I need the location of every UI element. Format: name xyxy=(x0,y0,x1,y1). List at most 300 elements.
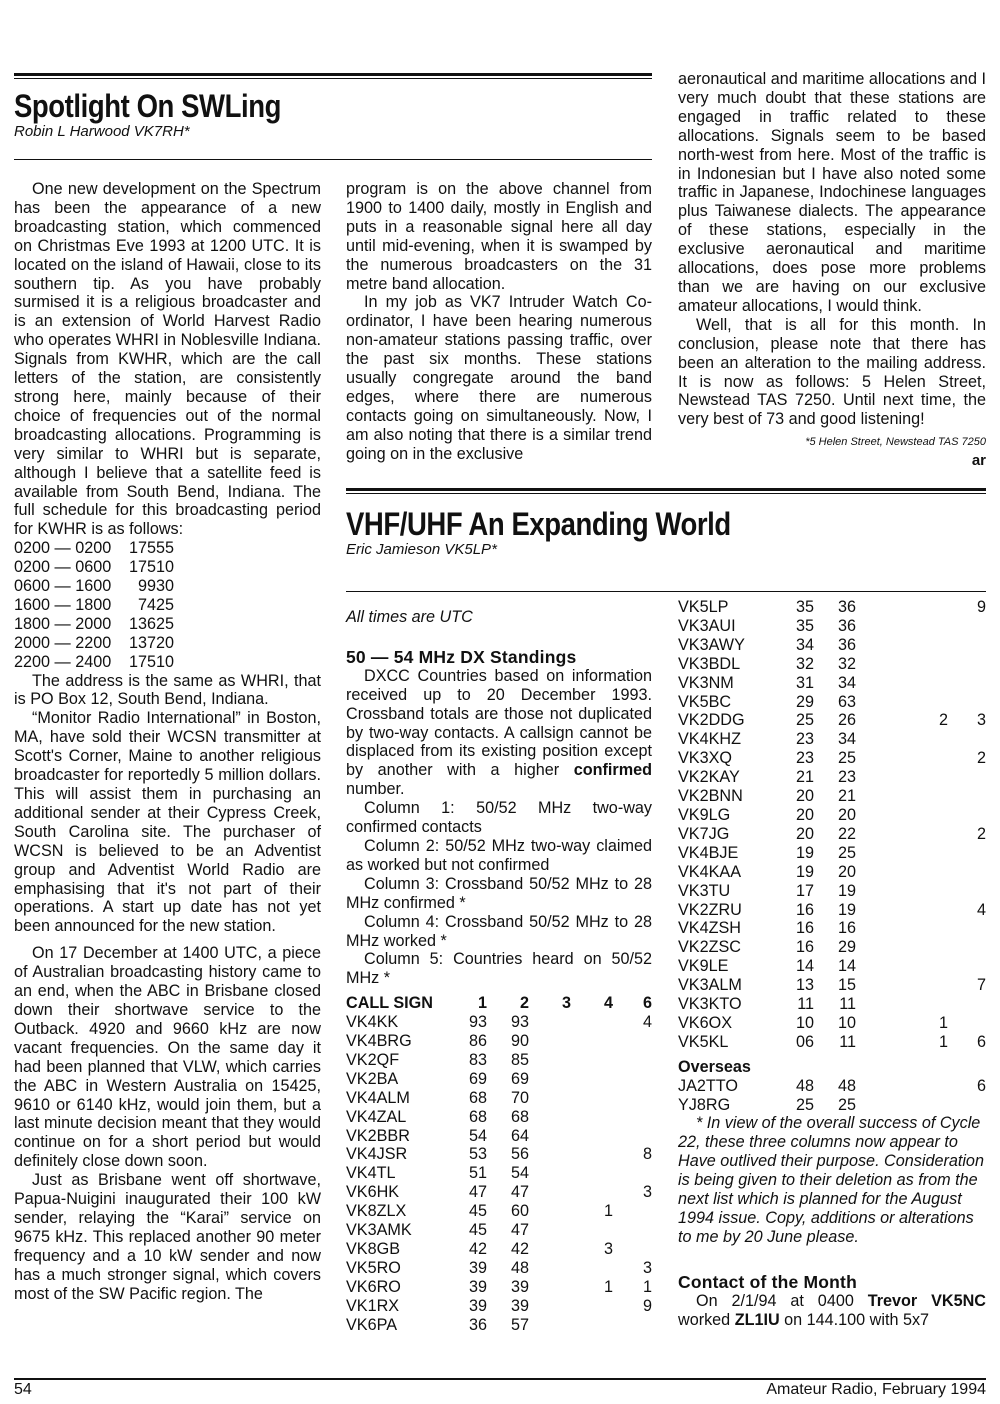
value-cell: 19 xyxy=(837,881,856,900)
value-cell xyxy=(948,730,986,749)
value-cell xyxy=(529,1108,571,1127)
article2-column2 xyxy=(346,608,652,1335)
value-cell: 63 xyxy=(837,692,856,711)
value-cell xyxy=(529,1221,571,1240)
value-cell xyxy=(613,1240,652,1259)
table-row xyxy=(346,1070,652,1089)
value-cell xyxy=(613,1202,652,1221)
value-cell: 3 xyxy=(642,1183,652,1202)
value-cell xyxy=(529,1089,571,1108)
value-cell xyxy=(856,806,948,825)
value-cell: 19 xyxy=(837,900,856,919)
value-cell xyxy=(948,995,986,1014)
callsign-cell: VK2KAY xyxy=(678,768,740,787)
value-cell: 51 xyxy=(468,1164,487,1183)
table-row xyxy=(346,1316,652,1335)
column-note: Column 3: Crossband 50/52 MHz to 28 MHz confirmed * xyxy=(346,874,652,912)
callsign-cell: VK2ZSC xyxy=(678,938,741,957)
value-cell xyxy=(571,1127,613,1146)
table-row xyxy=(346,1221,652,1240)
paragraph: On 2/1/94 at 0400 Trevor VK5NC worked ZL1IU on 144.100 with 5x7 xyxy=(678,1291,986,1329)
value-cell xyxy=(571,1297,613,1316)
dx-standings-table-continued xyxy=(678,598,986,1052)
value-cell xyxy=(571,1108,613,1127)
callsign-cell: VK6HK xyxy=(346,1183,400,1202)
value-cell xyxy=(571,1070,613,1089)
value-cell: 48 xyxy=(510,1258,529,1277)
table-row xyxy=(678,598,986,617)
article1-column3 xyxy=(678,70,986,471)
table-header-row xyxy=(346,994,652,1013)
value-cell: 34 xyxy=(837,730,856,749)
value-cell xyxy=(856,674,948,693)
value-cell xyxy=(613,1032,652,1051)
value-cell xyxy=(571,1013,613,1032)
times-note: All times are UTC xyxy=(346,608,473,626)
article2-column3 xyxy=(678,598,986,1330)
value-cell xyxy=(948,938,986,957)
value-cell xyxy=(856,976,948,995)
schedule-row: 2000 — 2200 13720 xyxy=(14,633,174,652)
callsign-cell: VK8ZLX xyxy=(346,1202,407,1221)
value-cell: 14 xyxy=(837,957,856,976)
value-cell xyxy=(948,844,986,863)
callsign-cell: VK3AWY xyxy=(678,635,745,654)
value-cell: 25 xyxy=(837,843,856,862)
value-cell xyxy=(856,749,948,768)
table-row xyxy=(678,1014,986,1033)
value-cell: 26 xyxy=(837,711,856,730)
value-cell: 23 xyxy=(795,730,814,749)
value-cell: 1 xyxy=(603,1277,613,1296)
schedule-list xyxy=(14,539,321,671)
table-row xyxy=(678,617,986,636)
value-cell: 68 xyxy=(468,1088,487,1107)
value-cell: 54 xyxy=(468,1126,487,1145)
value-cell: 17 xyxy=(795,881,814,900)
callsign-cell: VK4JSR xyxy=(346,1145,408,1164)
value-cell: 53 xyxy=(468,1145,487,1164)
value-cell: 25 xyxy=(795,1095,814,1114)
value-cell: 36 xyxy=(837,635,856,654)
value-cell: 56 xyxy=(510,1145,529,1164)
value-cell xyxy=(571,1089,613,1108)
callsign-cell: VK5LP xyxy=(678,598,729,616)
value-cell: 25 xyxy=(837,1095,856,1114)
value-cell xyxy=(529,1202,571,1221)
value-cell xyxy=(571,1316,613,1335)
table-row xyxy=(346,1013,652,1032)
value-cell: 19 xyxy=(795,843,814,862)
value-cell xyxy=(529,1259,571,1278)
value-cell xyxy=(948,674,986,693)
value-cell xyxy=(856,825,948,844)
paragraph: Just as Brisbane went off shortwave, Papua-Nuigini inaugurated their 100 kW sender, relaying the “Karai” service on 9675 kHz. This replaced another 90 meter frequency and a 10 kW sender and now has a much stronger signal, which covers most of the SW Pacific region. The xyxy=(14,1171,321,1303)
callsign-cell: VK3TU xyxy=(678,881,731,900)
table-row xyxy=(346,1145,652,1164)
paragraph: “Monitor Radio International” in Boston, MA, have sold their WCSN transmitter at Scott's Corner, Maine to another religious broadcaster for reportedly 5 million dollars. This will assist them in purchasing an additional sender at their Cypress Creek, South Carolina site. The purchaser of WCSN is believed to be an Adventist group and Adventist World Radio are emphasising that it's not part of their operations. A start up date has not yet been announced for the new station. xyxy=(14,709,321,936)
table-row xyxy=(346,1240,652,1259)
table-row xyxy=(678,1096,986,1115)
value-cell: 29 xyxy=(795,692,814,711)
callsign-cell: VK5BC xyxy=(678,692,732,711)
table-row xyxy=(678,730,986,749)
table-row xyxy=(346,1278,652,1297)
column-note: Column 4: Crossband 50/52 MHz to 28 MHz worked * xyxy=(346,912,652,950)
dx-standings-heading: 50 — 54 MHz DX Standings xyxy=(346,646,577,667)
table-row xyxy=(678,957,986,976)
callsign-cell: VK6OX xyxy=(678,1013,732,1032)
value-cell xyxy=(613,1164,652,1183)
callsign-cell: VK4ZAL xyxy=(346,1107,407,1126)
value-cell: 83 xyxy=(468,1050,487,1069)
value-cell: 20 xyxy=(795,824,814,843)
value-cell: 45 xyxy=(468,1221,487,1240)
article1-column1 xyxy=(14,180,321,1303)
article2-byline: Eric Jamieson VK5LP* xyxy=(346,541,497,558)
callsign-cell: VK4KK xyxy=(346,1013,399,1032)
article1-column2 xyxy=(346,180,652,464)
callsign-cell: VK2DDG xyxy=(678,711,745,730)
table-row xyxy=(678,674,986,693)
value-cell xyxy=(856,901,948,920)
callsign-cell: VK2ZRU xyxy=(678,900,742,919)
value-cell: 70 xyxy=(510,1088,529,1107)
value-cell xyxy=(529,1127,571,1146)
value-cell: 35 xyxy=(795,598,814,616)
value-cell: 54 xyxy=(510,1164,529,1183)
value-cell: 69 xyxy=(468,1069,487,1088)
value-cell xyxy=(856,1096,948,1115)
value-cell xyxy=(571,1032,613,1051)
callsign-cell: VK9LE xyxy=(678,957,729,976)
value-cell xyxy=(529,1278,571,1297)
value-cell xyxy=(856,598,948,617)
value-cell xyxy=(571,1164,613,1183)
column-note: Column 2: 50/52 MHz two-way claimed as worked but not confirmed xyxy=(346,836,652,874)
value-cell xyxy=(856,882,948,901)
value-cell: 16 xyxy=(795,919,814,938)
value-cell xyxy=(948,693,986,712)
callsign-cell: VK2BA xyxy=(346,1069,399,1088)
value-cell: 1 xyxy=(938,1032,948,1051)
value-cell xyxy=(529,1240,571,1259)
paragraph: program is on the above channel from 1900 to 1400 daily, mostly in English and puts in a reasonable signal here all day until mid-evening, when it is swamped by the numerous broadcasters on the 31 metre band allocation. xyxy=(346,180,652,293)
value-cell xyxy=(948,806,986,825)
table-row xyxy=(678,1077,986,1096)
callsign-cell: VK1RX xyxy=(346,1296,400,1315)
value-cell: 69 xyxy=(510,1069,529,1088)
callsign-cell: VK3NM xyxy=(678,673,734,692)
article2-title-block xyxy=(346,506,986,558)
callsign-cell: VK4ZSH xyxy=(678,919,741,938)
callsign-cell: VK7JG xyxy=(678,824,730,843)
table-row xyxy=(346,1183,652,1202)
value-cell: 7 xyxy=(976,976,986,995)
value-cell xyxy=(529,1145,571,1164)
value-cell: 3 xyxy=(603,1240,613,1258)
value-cell: 47 xyxy=(510,1183,529,1202)
value-cell xyxy=(613,1127,652,1146)
value-cell xyxy=(571,1221,613,1240)
value-cell xyxy=(948,919,986,938)
value-cell: 25 xyxy=(837,749,856,768)
value-cell: 36 xyxy=(837,598,856,616)
value-cell: 48 xyxy=(795,1076,814,1095)
value-cell: 23 xyxy=(795,749,814,768)
value-cell: 68 xyxy=(510,1107,529,1126)
table-row xyxy=(346,1164,652,1183)
top-rule-left xyxy=(14,73,652,76)
table-row xyxy=(678,693,986,712)
value-cell: 64 xyxy=(510,1126,529,1145)
value-cell: 23 xyxy=(837,768,856,787)
table-row xyxy=(678,655,986,674)
header-cell: 1 xyxy=(477,994,487,1013)
value-cell xyxy=(948,787,986,806)
value-cell xyxy=(948,655,986,674)
value-cell: 1 xyxy=(642,1277,652,1296)
value-cell xyxy=(856,655,948,674)
schedule-row: 0600 — 1600 9930 xyxy=(14,577,174,596)
table-row xyxy=(346,1032,652,1051)
value-cell: 21 xyxy=(837,787,856,806)
value-cell xyxy=(571,1259,613,1278)
value-cell: 14 xyxy=(795,957,814,976)
title-rule-right xyxy=(346,591,986,592)
value-cell xyxy=(529,1070,571,1089)
value-cell xyxy=(571,1183,613,1202)
value-cell: 29 xyxy=(837,938,856,957)
value-cell: 10 xyxy=(795,1013,814,1032)
publication-name: Amateur Radio, February 1994 xyxy=(766,1381,986,1398)
callsign-cell: VK4ALM xyxy=(346,1088,410,1107)
value-cell xyxy=(856,636,948,655)
header-cell: CALL SIGN xyxy=(346,994,433,1013)
callsign-cell: VK4BRG xyxy=(346,1032,412,1051)
value-cell: 3 xyxy=(642,1258,652,1277)
value-cell xyxy=(856,995,948,1014)
table-row xyxy=(678,1033,986,1052)
value-cell: 20 xyxy=(795,787,814,806)
callsign-cell: JA2TTO xyxy=(678,1076,738,1095)
table-row xyxy=(678,995,986,1014)
value-cell xyxy=(856,938,948,957)
value-cell: 90 xyxy=(510,1032,529,1051)
table-row xyxy=(678,711,986,730)
value-cell: 4 xyxy=(642,1013,652,1032)
value-cell: 39 xyxy=(510,1277,529,1296)
value-cell: 25 xyxy=(795,711,814,730)
value-cell: 16 xyxy=(795,900,814,919)
value-cell: 47 xyxy=(510,1221,529,1240)
callsign-cell: VK9LG xyxy=(678,805,731,824)
value-cell: 1 xyxy=(938,1013,948,1032)
callsign-cell: VK4BJE xyxy=(678,843,739,862)
value-cell xyxy=(856,768,948,787)
value-cell xyxy=(613,1070,652,1089)
end-mark: ar xyxy=(971,452,986,470)
value-cell xyxy=(571,1051,613,1070)
header-cell: 4 xyxy=(603,994,613,1013)
paragraph: The address is the same as WHRI, that is PO Box 12, South Bend, Indiana. xyxy=(14,671,321,709)
value-cell: 93 xyxy=(468,1013,487,1032)
contact-heading: Contact of the Month xyxy=(678,1271,857,1292)
value-cell: 11 xyxy=(839,1032,856,1051)
value-cell xyxy=(613,1089,652,1108)
value-cell: 93 xyxy=(510,1013,529,1032)
value-cell xyxy=(613,1051,652,1070)
value-cell: 20 xyxy=(837,862,856,881)
value-cell: 15 xyxy=(837,976,856,995)
column-note: Column 5: Countries heard on 50/52 MHz * xyxy=(346,950,652,988)
value-cell xyxy=(613,1108,652,1127)
callsign-cell: VK5KL xyxy=(678,1032,729,1051)
value-cell: 2 xyxy=(976,824,986,843)
callsign-cell: YJ8RG xyxy=(678,1095,731,1114)
value-cell: 6 xyxy=(976,1076,986,1095)
callsign-cell: VK3AMK xyxy=(346,1221,412,1240)
value-cell xyxy=(529,1051,571,1070)
value-cell: 8 xyxy=(642,1145,652,1164)
schedule-row: 2200 — 2400 17510 xyxy=(14,652,174,671)
page-number: 54 xyxy=(14,1381,32,1398)
value-cell xyxy=(948,882,986,901)
value-cell xyxy=(856,693,948,712)
value-cell xyxy=(856,1077,948,1096)
header-cell: 6 xyxy=(642,994,652,1013)
article1-title: Spotlight On SWLing xyxy=(14,88,281,124)
table-row xyxy=(346,1202,652,1221)
value-cell: 36 xyxy=(837,616,856,635)
schedule-row: 0200 — 0200 17555 xyxy=(14,539,174,558)
table-row xyxy=(678,636,986,655)
value-cell: 16 xyxy=(795,938,814,957)
table-row xyxy=(678,901,986,920)
dx-standings-table xyxy=(346,994,652,1334)
table-row xyxy=(678,749,986,768)
author-address-footnote: *5 Helen Street, Newstead TAS 7250 xyxy=(805,436,986,449)
callsign-cell: VK2BNN xyxy=(678,787,743,806)
callsign-cell: VK3ALM xyxy=(678,976,742,995)
paragraph: Well, that is all for this month. In conclusion, please note that there has been an alteration to the mailing address. It is now as follows: 5 Helen Street, Newstead TAS 7250. Until next time, the very best of 73 and good listening! xyxy=(678,315,986,429)
value-cell: 4 xyxy=(976,900,986,919)
value-cell: 39 xyxy=(510,1296,529,1315)
value-cell xyxy=(856,787,948,806)
table-row xyxy=(678,825,986,844)
column-note: Column 1: 50/52 MHz two-way confirmed contacts xyxy=(346,799,652,837)
paragraph: In my job as VK7 Intruder Watch Co-ordinator, I have been hearing numerous non-amateur stations passing traffic, over the past six months. These stations usually congregate around the band edges, where there are numerous contacts going on simultaneously. Now, I am also noting that there is a similar trend going on in the exclusive xyxy=(346,293,652,463)
value-cell: 1 xyxy=(603,1202,613,1221)
callsign-cell: VK6PA xyxy=(346,1315,397,1334)
value-cell: 86 xyxy=(468,1032,487,1051)
value-cell xyxy=(856,617,948,636)
value-cell: 22 xyxy=(837,824,856,843)
table-row xyxy=(678,976,986,995)
value-cell: 68 xyxy=(468,1107,487,1126)
article1-byline: Robin L Harwood VK7RH* xyxy=(14,123,190,140)
value-cell: 16 xyxy=(837,919,856,938)
callsign-cell: VK6RO xyxy=(346,1277,401,1296)
value-cell: 9 xyxy=(642,1296,652,1315)
table-row xyxy=(678,919,986,938)
value-cell: 39 xyxy=(468,1277,487,1296)
value-cell xyxy=(948,617,986,636)
header-cell: 2 xyxy=(519,994,529,1013)
paragraph: DXCC Countries based on information received up to 20 December 1993. Crossband totals are those not duplicated by two-way contacts. A callsign cannot be displaced from its existing position except by another with a higher confirmed number. xyxy=(346,666,652,799)
value-cell: 32 xyxy=(795,654,814,673)
value-cell xyxy=(948,636,986,655)
value-cell: 13 xyxy=(795,976,814,995)
value-cell: 3 xyxy=(976,711,986,730)
value-cell: 42 xyxy=(468,1240,487,1258)
value-cell xyxy=(856,957,948,976)
footer-rule xyxy=(14,1378,986,1380)
table-row xyxy=(346,1297,652,1316)
callsign-cell: VK5RO xyxy=(346,1258,401,1277)
value-cell: 2 xyxy=(938,711,948,730)
value-cell xyxy=(948,768,986,787)
value-cell xyxy=(948,1014,986,1033)
callsign-cell: VK4KAA xyxy=(678,862,741,881)
table-row xyxy=(346,1051,652,1070)
overseas-table xyxy=(678,1077,986,1115)
table-row xyxy=(678,844,986,863)
value-cell xyxy=(571,1145,613,1164)
title-rule-left xyxy=(14,159,652,160)
value-cell: 9 xyxy=(976,598,986,616)
value-cell xyxy=(529,1297,571,1316)
schedule-row: 1600 — 1800 7425 xyxy=(14,595,174,614)
value-cell: 2 xyxy=(976,749,986,768)
callsign-cell: VK3AUI xyxy=(678,616,736,635)
value-cell: 34 xyxy=(795,635,814,654)
table-row xyxy=(678,938,986,957)
value-cell: 35 xyxy=(795,616,814,635)
value-cell xyxy=(529,1183,571,1202)
value-cell xyxy=(948,863,986,882)
schedule-row: 1800 — 2000 13625 xyxy=(14,614,174,633)
value-cell xyxy=(529,1032,571,1051)
value-cell xyxy=(948,1096,986,1115)
value-cell: 42 xyxy=(510,1240,529,1258)
table-row xyxy=(346,1259,652,1278)
paragraph: One new development on the Spectrum has been the appearance of a new broadcasting station, which commenced on Christmas Eve 1993 at 1200 UTC. It is located on the island of Hawaii, close to its southern tip. As you have probably surmised it is a religious broadcaster and is an extension of World Harvest Radio who operates WHRI in Noblesville Indiana. Signals from KWHR, which are the call letters of the station, are consistently strong here, mainly because of their choice of frequencies out of the normal broadcasting allocations. Programming is very similar to WHRI but is separate, although I believe that a satellite feed is available from South Bend, Indiana. The full schedule for this broadcasting period for KWHR is as follows: xyxy=(14,180,321,539)
callsign-cell: VK3BDL xyxy=(678,654,741,673)
schedule-row: 0200 — 0600 17510 xyxy=(14,558,174,577)
value-cell: 34 xyxy=(837,673,856,692)
table-row xyxy=(346,1127,652,1146)
value-cell xyxy=(856,919,948,938)
value-cell: 60 xyxy=(510,1202,529,1221)
value-cell xyxy=(529,1164,571,1183)
article2-title: VHF/UHF An Expanding World xyxy=(346,506,731,542)
value-cell: 57 xyxy=(510,1315,529,1334)
value-cell xyxy=(856,863,948,882)
value-cell: 36 xyxy=(468,1315,487,1334)
table-row xyxy=(346,1108,652,1127)
value-cell: 10 xyxy=(837,1013,856,1032)
table-row xyxy=(678,882,986,901)
value-cell: 32 xyxy=(837,654,856,673)
value-cell: 11 xyxy=(839,995,856,1014)
value-cell: 39 xyxy=(468,1296,487,1315)
callsign-cell: VK8GB xyxy=(346,1240,400,1258)
value-cell: 06 xyxy=(795,1032,814,1051)
table-row xyxy=(678,768,986,787)
paragraph: aeronautical and maritime allocations and I very much doubt that these stations are engaged in traffic related to these allocations. Signals seem to be based north-west from here. Most of the traffic is in Indonesian but I have also noted some traffic in Japanese, Indochinese languages plus Taiwanese dialects. The appearance of these stations, especially in the exclusive aeronautical and maritime allocations, does pose more problems than we are having on our exclusive amateur allocations, I would think. xyxy=(678,70,986,315)
callsign-cell: VK4TL xyxy=(346,1164,396,1183)
